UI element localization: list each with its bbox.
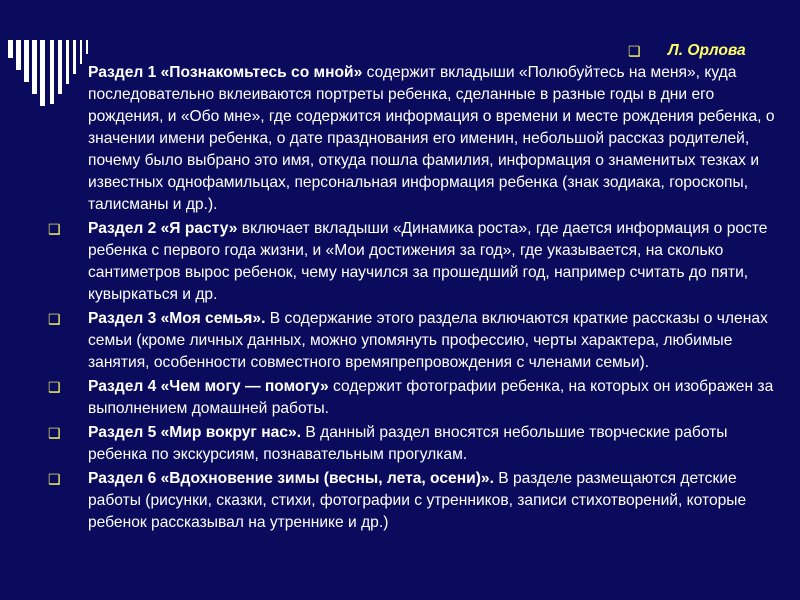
section-paragraph [48, 376, 776, 420]
section-paragraph [48, 468, 776, 534]
section-description: В данный раздел вносятся небольшие творческие работы ребенка по экскурсиям, познавательным прогулкам. [88, 424, 728, 463]
slide-content [48, 40, 776, 536]
section-paragraph [48, 218, 776, 306]
bullet-icon: ❑ [48, 221, 61, 237]
section-paragraph [48, 422, 776, 466]
section-paragraph [48, 62, 776, 216]
bullet-icon: ❑ [628, 43, 641, 59]
section-description: В содержание этого раздела включаются краткие рассказы о членах семьи (кроме личных данных, можно упомянуть профессию, черты характера, любимые занятия, особенности совместного времяпрепровождения с членами семьи). [88, 310, 768, 371]
section-description: содержит вкладыши «Полюбуйтесь на меня», куда последовательно вклеиваются портреты ребенка, сделанные в разные годы в дни его рождения, и «Обо мне», где содержится информация о времени и месте рождения ребенка, о значении имени ребенка, о дате празднования его именин, небольшой рассказ родителей, почему было выбрано это имя, откуда пошла фамилия, информация о знаменитых тезках и известных однофамильцах, персональная информация ребенка (знак зодиака, гороскопы, талисманы и др.). [88, 64, 775, 213]
bullet-icon: ❑ [48, 425, 61, 441]
section-title: Раздел 3 «Моя семья». [88, 310, 266, 327]
bullet-icon: ❑ [48, 471, 61, 487]
section-description: включает вкладыши «Динамика роста», где дается информация о росте ребенка с первого года жизни, и «Мои достижения за год», где указывается, на сколько сантиметров вырос ребенок, чему научился за прошедший год, например считать до пяти, кувыркаться и др. [88, 220, 768, 303]
bullet-icon: ❑ [48, 311, 61, 327]
section-title: Раздел 1 «Познакомьтесь со мной» [88, 64, 363, 81]
paragraph-list [48, 62, 776, 534]
section-title: Раздел 6 «Вдохновение зимы (весны, лета, осени)». [88, 470, 494, 487]
section-paragraph [48, 308, 776, 374]
section-description: В разделе размещаются детские работы (рисунки, сказки, стихи, фотографии с утренников, записи стихотворений, которые ребенок рассказывал на утреннике и др.) [88, 470, 747, 531]
bullet-icon: ❑ [48, 379, 61, 395]
author-line [48, 40, 776, 62]
section-title: Раздел 4 «Чем могу — помогу» [88, 378, 329, 395]
section-description: содержит фотографии ребенка, на которых он изображен за выполнением домашней работы. [88, 378, 774, 417]
section-title: Раздел 2 «Я расту» [88, 220, 238, 237]
author-name: Л. Орлова [668, 42, 746, 59]
section-title: Раздел 5 «Мир вокруг нас». [88, 424, 302, 441]
